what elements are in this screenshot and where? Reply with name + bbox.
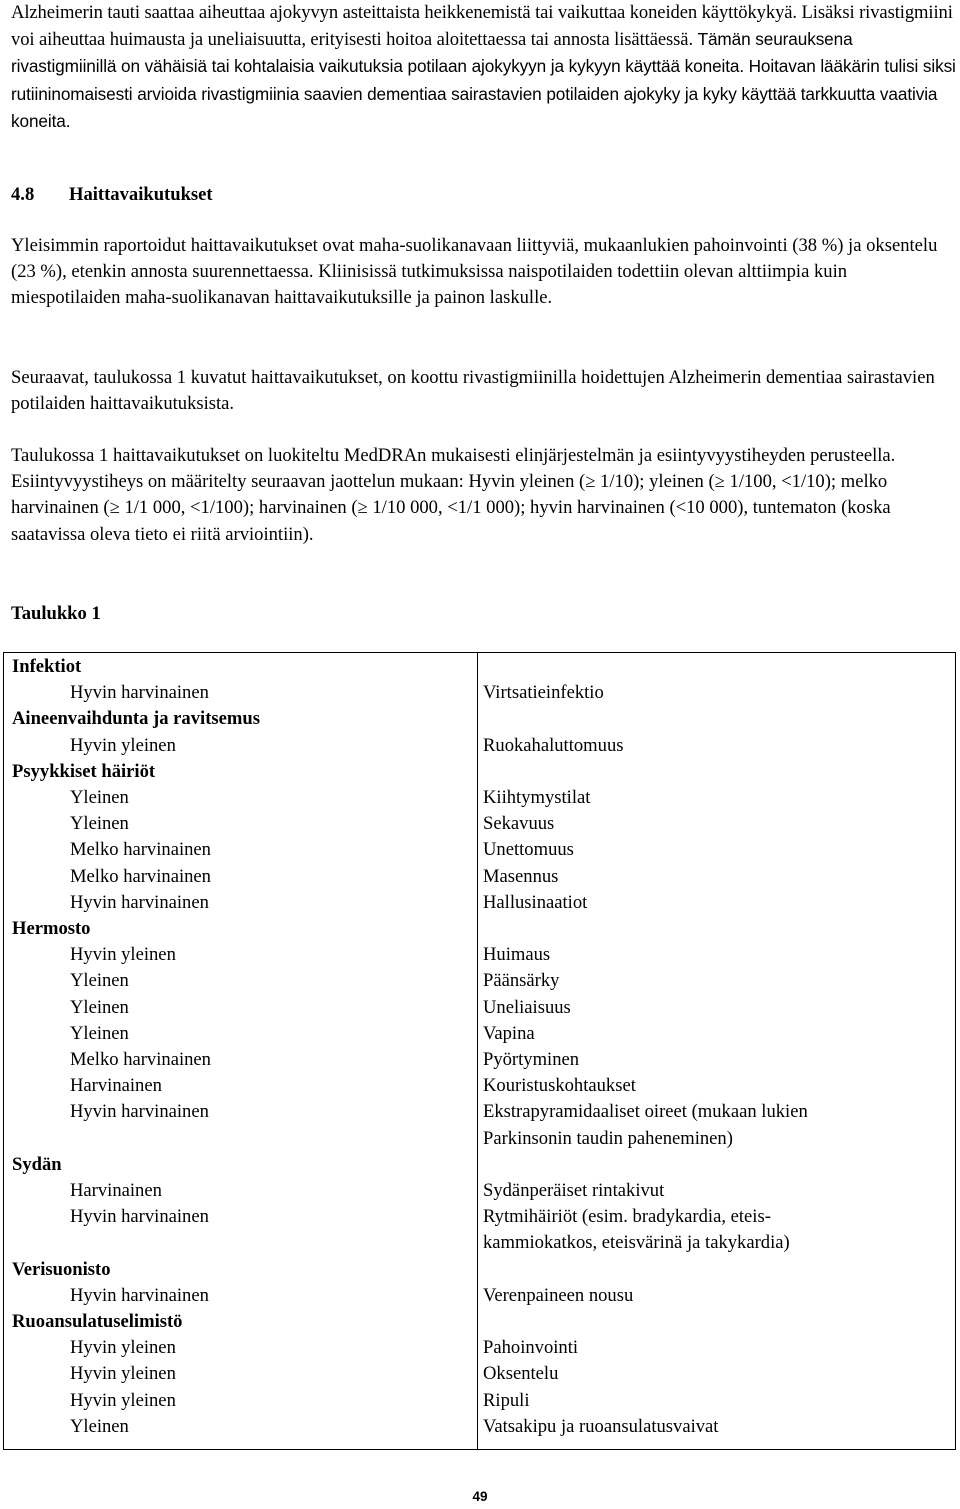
table-right-column: [478, 653, 956, 1450]
system-organ-class: Infektiot: [12, 656, 82, 677]
adverse-effect: Vatsakipu ja ruoansulatusvaivat: [483, 1415, 719, 1437]
adverse-effect: Päänsärky: [483, 970, 560, 992]
adverse-effect: Sydänperäiset rintakivut: [483, 1179, 665, 1201]
frequency-label: Hyvin harvinainen: [70, 1101, 209, 1123]
frequency-label: Harvinainen: [70, 1180, 162, 1202]
system-organ-class: Hermosto: [12, 918, 91, 940]
intro-paragraph: [11, 0, 956, 135]
frequency-label: Hyvin harvinainen: [70, 891, 209, 913]
frequency-label: Harvinainen: [70, 1075, 162, 1097]
frequency-label: Hyvin yleinen: [70, 734, 176, 756]
adverse-effect: Uneliaisuus: [483, 996, 571, 1018]
intro-sentence-3: Hoitavan lääkärin tulisi siksi rutiininomaisesti arvioida rivastigmiinia saavien dementiaa sairastavien potilaiden ajokyky ja kyky käyttää tarkkuutta vaativia koneita.: [11, 56, 956, 131]
system-organ-class: Aineenvaihdunta ja ravitsemus: [12, 708, 260, 730]
section-heading: [11, 182, 213, 208]
adverse-effect: Sekavuus: [483, 813, 555, 835]
adverse-effect: Ripuli: [483, 1389, 530, 1411]
system-organ-class: Sydän: [12, 1153, 62, 1175]
system-row-spacer: [483, 1309, 955, 1335]
system-row-spacer: [483, 916, 955, 942]
system-row-spacer: [483, 759, 955, 785]
wrap-spacer: [12, 1230, 477, 1256]
adverse-effect: Rytmihäiriöt (esim. bradykardia, eteis-: [483, 1206, 771, 1228]
adverse-effect: Kiihtymystilat: [483, 786, 591, 808]
system-row-spacer: [483, 1152, 955, 1178]
frequency-label: Melko harvinainen: [70, 839, 211, 861]
frequency-label: Hyvin harvinainen: [70, 1206, 209, 1228]
frequency-label: Yleinen: [70, 1022, 129, 1044]
adverse-effect: Hallusinaatiot: [483, 891, 588, 913]
intro-sentence-1: Alzheimerin tauti saattaa aiheuttaa ajokyvyn asteittaista heikkenemistä tai vaikuttaa koneiden käyttökykyä. Lisäksi rivastigmiini voi aiheuttaa huimausta ja uneliaisuutta, erityisesti hoitoa aloitettaessa tai annosta lisättäessä.: [11, 2, 953, 51]
system-frequency-list: [4, 653, 477, 1440]
frequency-label: Yleinen: [70, 996, 129, 1018]
frequency-label: Melko harvinainen: [70, 1049, 211, 1071]
paragraph-frequency-definitions: Taulukossa 1 haittavaikutukset on luokiteltu MedDRAn mukaisesti elinjärjestelmän ja esiintyvyystiheyden perusteella. Esiintyvyystiheys on määritelty seuraavan jaottelun mukaan: Hyvin yleinen (≥ 1/10); yleinen (≥ 1/100, <1/10); melko harvinainen (≥ 1/1 000, <1/100); harvinainen (≥ 1/10 000, <1/1 000); hyvin harvinainen (<10 000), tuntematon (koska saatavissa oleva tieto ei riitä arviointiin).: [11, 445, 896, 545]
frequency-label: Hyvin yleinen: [70, 944, 176, 966]
adverse-effect: Huimaus: [483, 944, 551, 966]
system-organ-class: Verisuonisto: [12, 1258, 111, 1280]
paragraph-table-intro: Seuraavat, taulukossa 1 kuvatut haittavaikutukset, on koottu rivastigmiinilla hoidettujen Alzheimerin dementiaa sairastavien potilaiden haittavaikutuksista.: [11, 367, 935, 415]
adverse-effect-list: [478, 653, 955, 1440]
frequency-label: Hyvin yleinen: [70, 1389, 176, 1411]
adverse-effect: Ruokahaluttomuus: [483, 734, 624, 756]
system-row-spacer: [483, 1257, 955, 1283]
frequency-label: Hyvin harvinainen: [70, 1284, 209, 1306]
adverse-effect: Oksentelu: [483, 1363, 559, 1385]
adverse-effect: Verenpaineen nousu: [483, 1284, 634, 1306]
page-number: 49: [472, 1489, 488, 1504]
frequency-label: Melko harvinainen: [70, 865, 211, 887]
frequency-label: Yleinen: [70, 787, 129, 809]
paragraph-common-effects: Yleisimmin raportoidut haittavaikutukset ovat maha-suolikanavaan liittyviä, mukaanlukien pahoinvointi (38 %) ja oksentelu (23 %), etenkin annosta suurennettaessa. Kliinisissä tutkimuksissa naispotilaiden todettiin olevan alttiimpia kuin miespotilaiden maha-suolikanavan haittavaikutuksille ja painon laskulle.: [11, 235, 938, 309]
adverse-effect: Vapina: [483, 1022, 535, 1044]
adverse-effect: Unettomuus: [483, 839, 574, 861]
adverse-effect: kammiokatkos, eteisvärinä ja takykardia): [483, 1232, 790, 1254]
system-row-spacer: [483, 706, 955, 732]
system-organ-class: Ruoansulatuselimistö: [12, 1311, 183, 1333]
adverse-effect: Pyörtyminen: [483, 1048, 580, 1070]
adverse-effect: Pahoinvointi: [483, 1337, 579, 1359]
frequency-label: Yleinen: [70, 813, 129, 835]
frequency-label: Yleinen: [70, 1415, 129, 1437]
table-left-column: [4, 653, 478, 1450]
table-row: [4, 653, 956, 1450]
adverse-effect: Kouristuskohtaukset: [483, 1075, 636, 1097]
adverse-effect: Ekstrapyramidaaliset oireet (mukaan lukien: [483, 1101, 808, 1123]
adverse-reactions-table: [3, 652, 956, 1450]
section-number: 4.8: [11, 184, 35, 205]
frequency-label: Hyvin yleinen: [70, 1337, 176, 1359]
frequency-label: Yleinen: [70, 970, 129, 992]
wrap-spacer: [12, 1126, 477, 1152]
system-row-spacer: [483, 654, 955, 680]
system-organ-class: Psyykkiset häiriöt: [12, 760, 156, 782]
frequency-label: Hyvin harvinainen: [70, 682, 209, 704]
frequency-label: Hyvin yleinen: [70, 1363, 176, 1385]
section-title: Haittavaikutukset: [69, 184, 213, 205]
adverse-effect: Masennus: [483, 865, 559, 887]
intro-sentence-2: Tämän seurauksena rivastigmiinillä on vähäisiä tai kohtalaisia vaikutuksia potilaan ajokykyyn ja kykyyn käyttää koneita.: [11, 29, 853, 77]
adverse-effect: Parkinsonin taudin paheneminen): [483, 1127, 733, 1149]
table-caption: Taulukko 1: [11, 603, 101, 624]
adverse-effect: Virtsatieinfektio: [483, 682, 604, 704]
